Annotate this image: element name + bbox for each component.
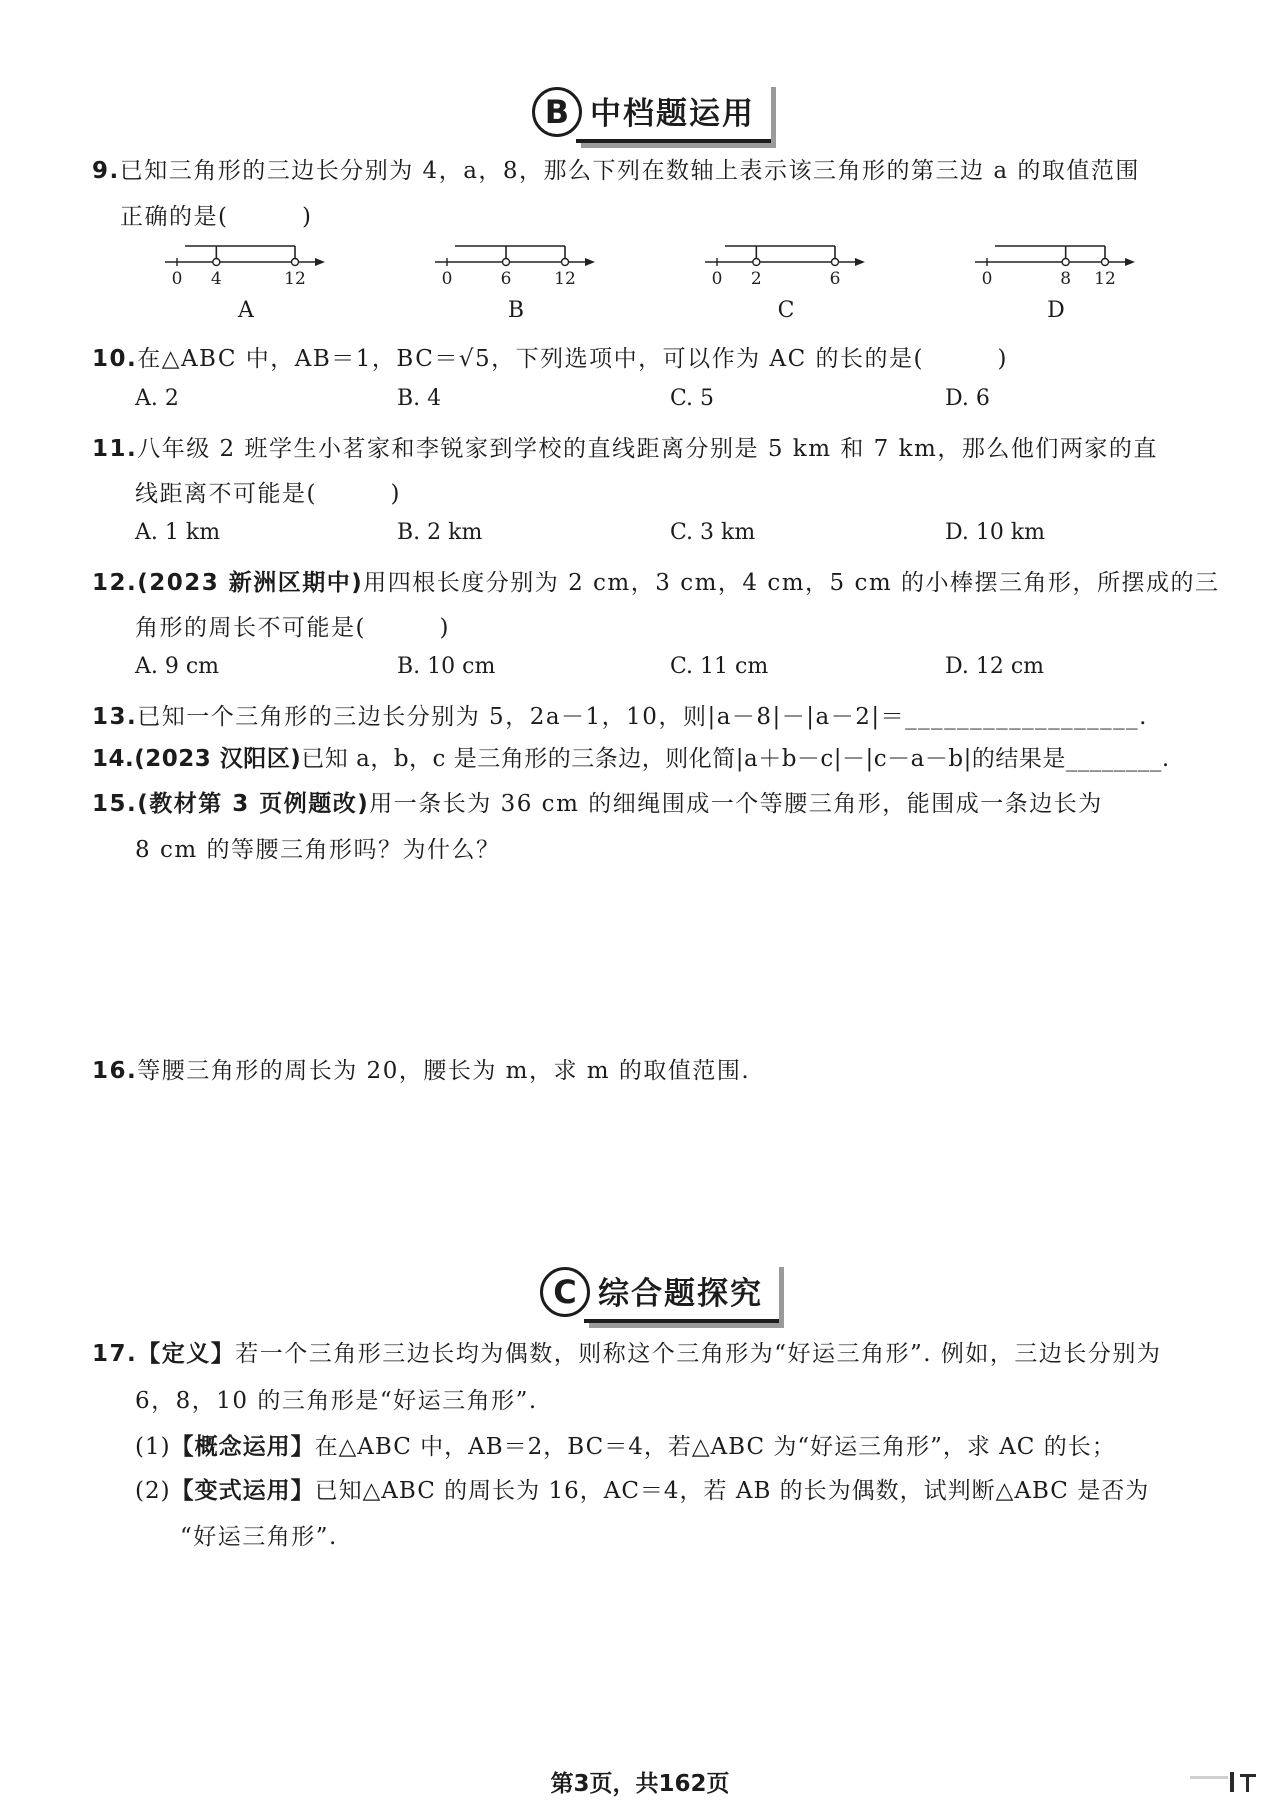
q11-text: 八年级 2 班学生小茗家和李锐家到学校的直线距离分别是 5 km 和 7 km，那么他们两家的直 xyxy=(137,436,1158,462)
q9-number: 9. xyxy=(92,158,120,184)
q17-part1-tag: 【概念运用】 xyxy=(170,1434,315,1460)
section-c-badge: C xyxy=(540,1267,590,1317)
q10-text: 在△ABC 中，AB＝1，BC＝√5，下列选项中，可以作为 AC 的长的是( ) xyxy=(137,346,1008,372)
q15-line1 xyxy=(92,785,1103,818)
page-counter: 第3页，共162页 xyxy=(550,1771,730,1797)
q12-option-b: B. 10 cm xyxy=(397,654,496,679)
numberline-tick-label: 12 xyxy=(284,269,306,289)
q12-source-tag: (2023 新洲区期中) xyxy=(137,570,364,596)
numberline-tick-label: 6 xyxy=(500,269,512,289)
numberline-arrow-icon xyxy=(855,258,865,266)
q12-number: 12. xyxy=(92,570,138,596)
q9-line2: 正确的是( ) xyxy=(120,204,313,230)
q9-option-d-label: D xyxy=(1047,298,1065,323)
q15-number: 15. xyxy=(92,791,138,817)
q10-line1 xyxy=(92,340,1008,373)
numberline-tick-label: 0 xyxy=(981,269,993,289)
q15-line2: 8 cm 的等腰三角形吗？为什么？ xyxy=(135,837,501,863)
q17-part1 xyxy=(135,1428,1116,1461)
numberline-tick-label: 12 xyxy=(554,269,576,289)
open-endpoint xyxy=(832,259,839,266)
q10-number: 10. xyxy=(92,346,138,372)
q17-line1 xyxy=(92,1335,1161,1368)
q12-option-d: D. 12 cm xyxy=(945,654,1045,679)
open-endpoint xyxy=(503,259,510,266)
q11-option-d: D. 10 km xyxy=(945,520,1046,545)
numberline-tick-label: 2 xyxy=(750,269,762,289)
section-b-header xyxy=(532,82,771,142)
q9-option-a-label: A xyxy=(238,298,254,323)
q12-text: 用四根长度分别为 2 cm，3 cm，4 cm，5 cm 的小棒摆三角形，所摆成的三 xyxy=(363,570,1220,596)
q11-line2: 线距离不可能是( ) xyxy=(135,481,401,507)
q9-numberline-d xyxy=(975,236,1145,296)
open-endpoint xyxy=(753,259,760,266)
q17-line2: 6，8，10 的三角形是“好运三角形”. xyxy=(135,1388,538,1414)
q11-line1 xyxy=(92,430,1158,463)
q13-number: 13. xyxy=(92,704,138,730)
numberline-arrow-icon xyxy=(1125,258,1135,266)
numberline-arrow-icon xyxy=(315,258,325,266)
numberline-arrow-icon xyxy=(585,258,595,266)
q17-part2-text: 已知△ABC 的周长为 16，AC＝4，若 AB 的长为偶数，试判断△ABC 是否为 xyxy=(314,1478,1150,1504)
q10-option-c: C. 5 xyxy=(670,386,715,411)
q14-answer-blank[interactable]: ________. xyxy=(1065,746,1170,772)
q11-option-b: B. 2 km xyxy=(397,520,483,545)
q17-part2-number: (2) xyxy=(135,1478,171,1504)
numberline-tick-label: 4 xyxy=(210,269,222,289)
numberline-tick-label: 0 xyxy=(711,269,723,289)
q9-option-b-label: B xyxy=(507,298,525,323)
q11-option-a: A. 1 km xyxy=(135,520,221,545)
q12-option-a: A. 9 cm xyxy=(135,654,220,679)
q12-line1 xyxy=(92,564,1219,597)
q9-numberline-a xyxy=(165,236,335,296)
q16-line1 xyxy=(92,1052,750,1085)
q10-option-a: A. 2 xyxy=(135,386,179,411)
section-b-title: 中档题运用 xyxy=(576,82,771,143)
open-endpoint xyxy=(1102,259,1109,266)
q14-text: 已知 a，b，c 是三角形的三条边，则化简|a＋b－c|－|c－a－b|的结果是 xyxy=(301,746,1066,772)
q13-line1 xyxy=(92,698,1148,731)
q10-option-b: B. 4 xyxy=(397,386,442,411)
q13-answer-blank[interactable]: __________________. xyxy=(905,704,1148,730)
numberline-tick-label: 0 xyxy=(441,269,453,289)
open-endpoint xyxy=(562,259,569,266)
q9-line1 xyxy=(92,152,1140,185)
q10-option-d: D. 6 xyxy=(945,386,990,411)
numberline-tick-label: 8 xyxy=(1060,269,1072,289)
q13-text: 已知一个三角形的三边长分别为 5，2a－1，10，则|a－8|－|a－2|＝ xyxy=(137,704,906,730)
q15-text: 用一条长为 36 cm 的细绳围成一个等腰三角形，能围成一条边长为 xyxy=(369,791,1103,817)
q9-numberline-b xyxy=(435,236,605,296)
q17-number: 17. xyxy=(92,1341,138,1367)
section-b-badge: B xyxy=(532,87,582,137)
q9-option-c-label: C xyxy=(777,298,795,323)
section-c-header xyxy=(540,1262,779,1322)
q12-option-c: C. 11 cm xyxy=(670,654,769,679)
q14-number: 14. xyxy=(92,746,135,772)
q12-line2: 角形的周长不可能是( ) xyxy=(135,615,450,641)
scan-edge-mark xyxy=(1190,1772,1260,1794)
q16-text: 等腰三角形的周长为 20，腰长为 m，求 m 的取值范围. xyxy=(137,1058,751,1084)
q14-source-tag: (2023 汉阳区) xyxy=(134,746,302,772)
q9-numberline-c xyxy=(705,236,875,296)
q17-text: 若一个三角形三边长均为偶数，则称这个三角形为“好运三角形”. 例如，三边长分别为 xyxy=(235,1341,1162,1367)
q15-source-tag: (教材第 3 页例题改) xyxy=(137,791,370,817)
numberline-tick-label: 0 xyxy=(171,269,183,289)
q14-line1 xyxy=(92,740,1170,773)
section-c-title: 综合题探究 xyxy=(584,1262,779,1323)
q11-number: 11. xyxy=(92,436,138,462)
q17-part1-text: 在△ABC 中，AB＝2，BC＝4，若△ABC 为“好运三角形”，求 AC 的长； xyxy=(314,1434,1116,1460)
numberline-tick-label: 6 xyxy=(829,269,841,289)
q17-part1-number: (1) xyxy=(135,1434,171,1460)
q17-part2 xyxy=(135,1472,1149,1505)
open-endpoint xyxy=(1062,259,1069,266)
q11-option-c: C. 3 km xyxy=(670,520,756,545)
q17-tag: 【定义】 xyxy=(137,1341,236,1367)
numberline-tick-label: 12 xyxy=(1094,269,1116,289)
q17-part2-tag: 【变式运用】 xyxy=(170,1478,315,1504)
q16-number: 16. xyxy=(92,1058,138,1084)
q17-part2-line2: “好运三角形”. xyxy=(180,1524,338,1550)
open-endpoint xyxy=(292,259,299,266)
open-endpoint xyxy=(213,259,220,266)
q9-text: 已知三角形的三边长分别为 4，a，8，那么下列在数轴上表示该三角形的第三边 a 的取值范围 xyxy=(119,158,1140,184)
